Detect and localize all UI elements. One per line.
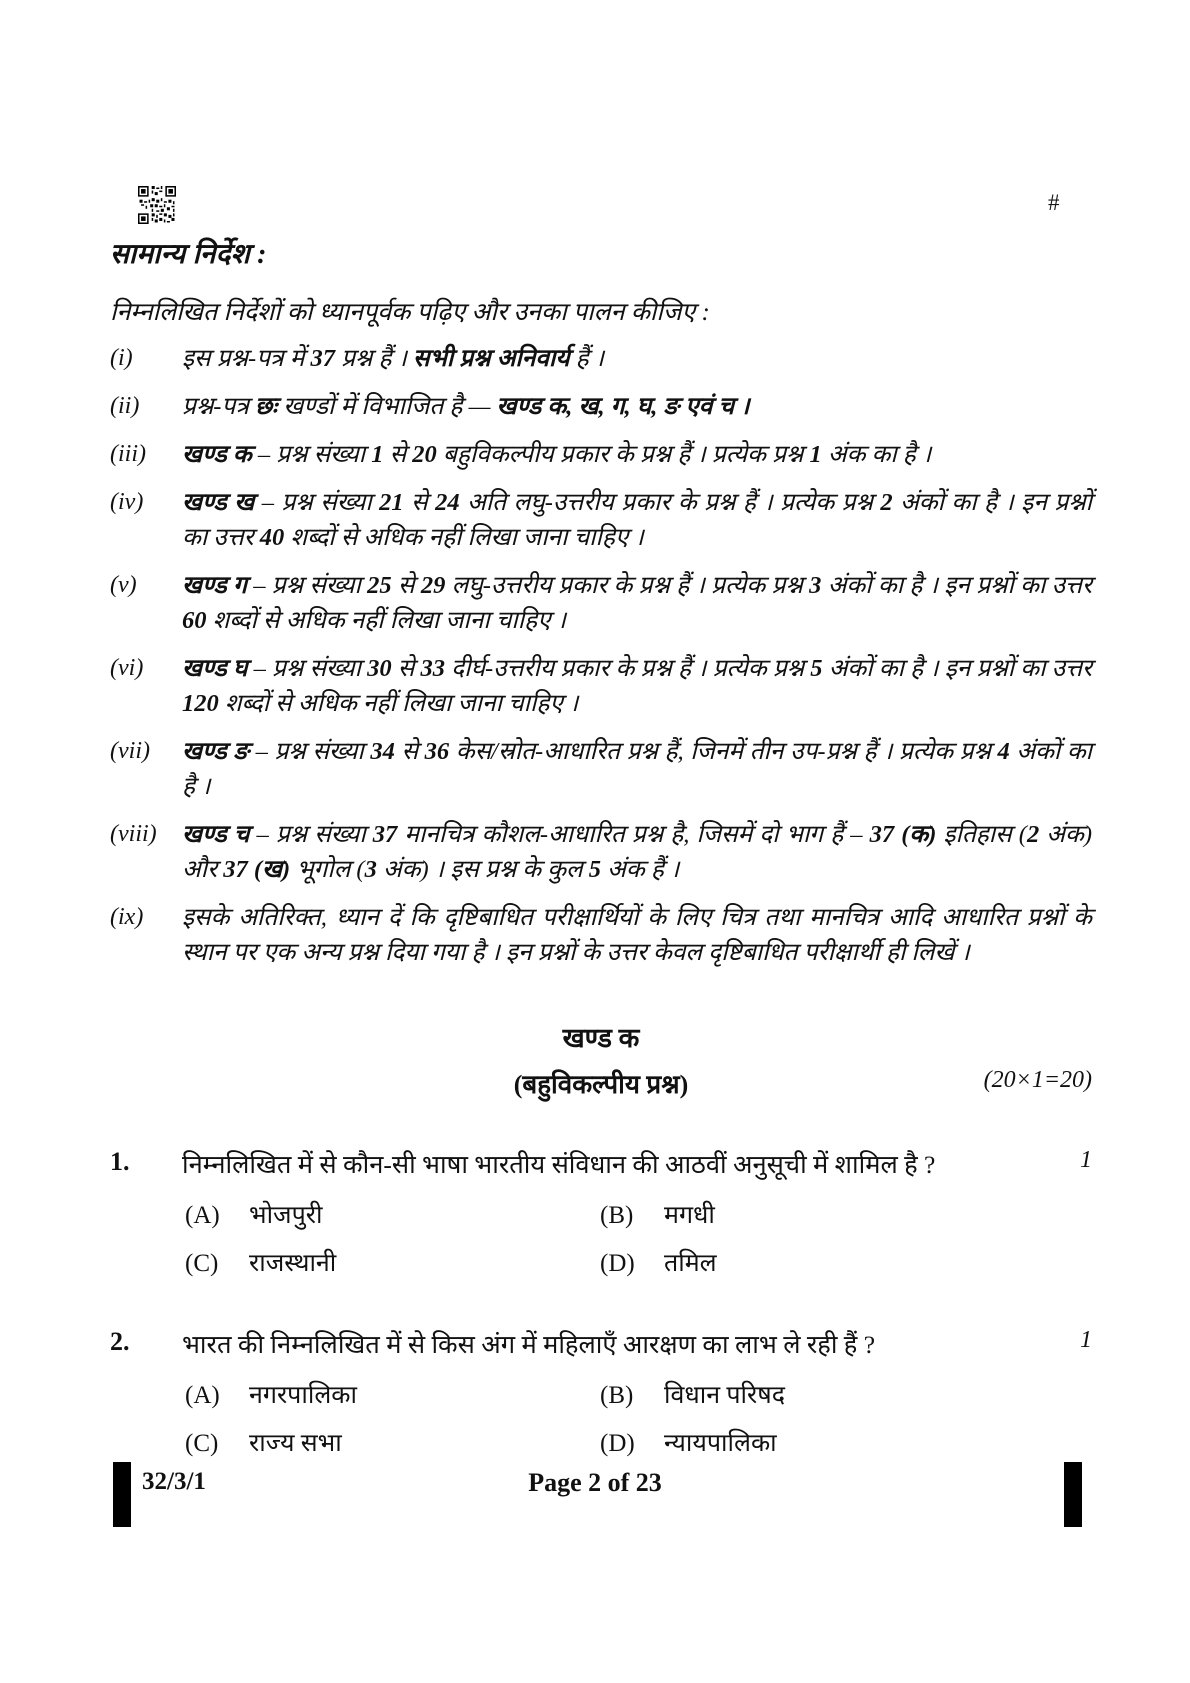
corner-hash-mark: # (1048, 190, 1060, 215)
options-grid (185, 1379, 1092, 1461)
option-item (185, 1247, 600, 1281)
instruction-text: खण्ड ङ – प्रश्न संख्या 34 से 36 केस/स्रोत-आधारित प्रश्न हैं, जिनमें तीन उप-प्रश्न हैं । प्रत्येक प्रश्न 4 अंकों का है । (182, 738, 1092, 800)
instruction-label: (v) (110, 572, 137, 598)
instruction-label: (ix) (110, 904, 144, 930)
options-grid (185, 1199, 1092, 1281)
paper-code: 32/3/1 (142, 1468, 206, 1495)
qr-code-icon (138, 186, 176, 224)
option-text: तमिल (664, 1250, 717, 1277)
question-row (110, 1147, 1092, 1183)
option-item (600, 1199, 1092, 1233)
page-number: Page 2 of 23 (528, 1468, 662, 1497)
instruction-item (110, 900, 1092, 970)
instruction-item (110, 341, 1092, 376)
option-label: (D) (600, 1430, 635, 1457)
instruction-item (110, 437, 1092, 472)
option-item (600, 1427, 1092, 1461)
option-text: मगधी (664, 1202, 715, 1229)
option-item (185, 1199, 600, 1233)
questions-list (110, 1147, 1092, 1461)
instruction-text: खण्ड ख – प्रश्न संख्या 21 से 24 अति लघु-उत्तरीय प्रकार के प्रश्न हैं । प्रत्येक प्रश्न 2 अंकों का है । इन प्रश्नों का उत्तर 40 शब्दों से अधिक नहीं लिखा जाना चाहिए । (182, 489, 1092, 551)
instruction-item (110, 651, 1092, 721)
instruction-label: (vi) (110, 655, 144, 681)
option-item (600, 1247, 1092, 1281)
section-title: खण्ड क (562, 1023, 640, 1053)
question-number: 2. (110, 1327, 130, 1356)
option-item (600, 1379, 1092, 1413)
instruction-text: खण्ड क – प्रश्न संख्या 1 से 20 बहुविकल्पीय प्रकार के प्रश्न हैं । प्रत्येक प्रश्न 1 अंक का है । (182, 441, 932, 468)
section-head (110, 1018, 1092, 1101)
option-text: राज्य सभा (249, 1430, 342, 1457)
instruction-text: खण्ड च – प्रश्न संख्या 37 मानचित्र कौशल-आधारित प्रश्न है, जिसमें दो भाग हैं – 37 (क) इतिहास (2 अंक) और 37 (ख) भूगोल (3 अंक) । इस प्रश्न के कुल 5 अंक हैं । (182, 821, 1092, 883)
option-item (185, 1379, 600, 1413)
option-text: नगरपालिका (249, 1382, 357, 1409)
instruction-label: (iii) (110, 441, 146, 467)
option-text: विधान परिषद (664, 1382, 785, 1409)
instruction-item (110, 389, 1092, 424)
section-subtitle-row (110, 1065, 1092, 1101)
instruction-item (110, 568, 1092, 638)
instruction-item (110, 734, 1092, 804)
option-label: (C) (185, 1250, 219, 1277)
instruction-item (110, 485, 1092, 555)
option-text: भोजपुरी (249, 1202, 323, 1229)
question-text: निम्नलिखित में से कौन-सी भाषा भारतीय संविधान की आठवीं अनुसूची में शामिल है ? (182, 1150, 936, 1179)
instruction-text: इस प्रश्न-पत्र में 37 प्रश्न हैं । सभी प्रश्न अनिवार्य हैं । (182, 345, 605, 372)
general-instructions-title: सामान्य निर्देश : (110, 239, 267, 270)
instruction-label: (viii) (110, 821, 157, 847)
option-label: (C) (185, 1430, 219, 1457)
option-label: (B) (600, 1202, 634, 1229)
option-text: न्यायपालिका (664, 1430, 777, 1457)
option-label: (D) (600, 1250, 635, 1277)
option-label: (A) (185, 1202, 220, 1229)
instruction-label: (ii) (110, 393, 140, 419)
option-text: राजस्थानी (249, 1250, 337, 1277)
option-label: (B) (600, 1382, 634, 1409)
instructions-intro: निम्नलिखित निर्देशों को ध्यानपूर्वक पढ़िए और उनका पालन कीजिए : (110, 299, 710, 326)
option-label: (A) (185, 1382, 220, 1409)
question-marks: 1 (1080, 1147, 1092, 1173)
instruction-item (110, 817, 1092, 887)
question-block (110, 1327, 1092, 1461)
instruction-text: प्रश्न-पत्र छः खण्डों में विभाजित है — खण्ड क, ख, ग, घ, ङ एवं च । (182, 393, 750, 420)
question-number: 1. (110, 1147, 130, 1176)
option-item (185, 1427, 600, 1461)
instruction-label: (i) (110, 345, 133, 371)
question-block (110, 1147, 1092, 1281)
instructions-list (110, 341, 1092, 970)
instruction-label: (iv) (110, 489, 144, 515)
question-text: भारत की निम्नलिखित में से किस अंग में महिलाएँ आरक्षण का लाभ ले रही हैं ? (182, 1330, 876, 1359)
instruction-text: खण्ड ग – प्रश्न संख्या 25 से 29 लघु-उत्तरीय प्रकार के प्रश्न हैं । प्रत्येक प्रश्न 3 अंकों का है । इन प्रश्नों का उत्तर 60 शब्दों से अधिक नहीं लिखा जाना चाहिए । (182, 572, 1092, 634)
instruction-label: (vii) (110, 738, 150, 764)
section-subtitle: (बहुविकल्पीय प्रश्न) (513, 1070, 689, 1099)
question-row (110, 1327, 1092, 1363)
section-marks-scheme: (20×1=20) (983, 1067, 1092, 1093)
page-content (110, 0, 1092, 1461)
instruction-text: खण्ड घ – प्रश्न संख्या 30 से 33 दीर्घ-उत्तरीय प्रकार के प्रश्न हैं । प्रत्येक प्रश्न 5 अंकों का है । इन प्रश्नों का उत्तर 120 शब्दों से अधिक नहीं लिखा जाना चाहिए । (182, 655, 1093, 717)
question-marks: 1 (1080, 1327, 1092, 1353)
instruction-text: इसके अतिरिक्त, ध्यान दें कि दृष्टिबाधित परीक्षार्थियों के लिए चित्र तथा मानचित्र आदि आधारित प्रश्नों के स्थान पर एक अन्य प्रश्न दिया गया है । इन प्रश्नों के उत्तर केवल दृष्टिबाधित परीक्षार्थी ही लिखें । (182, 904, 1092, 966)
